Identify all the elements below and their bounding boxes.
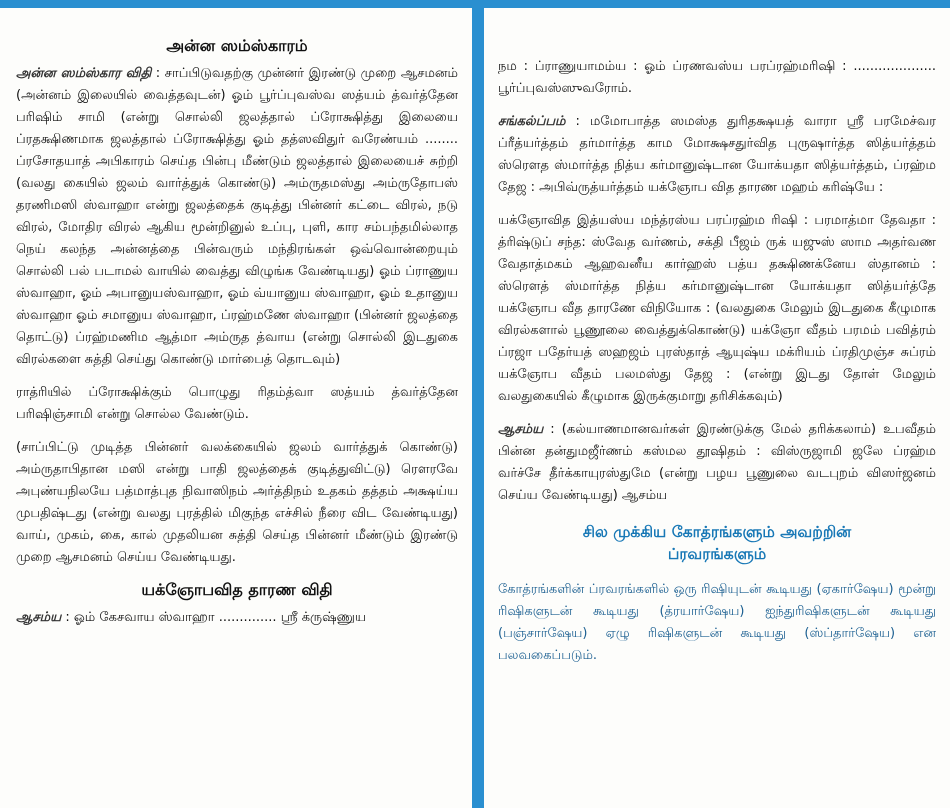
paragraph-sankalpa xyxy=(498,111,936,199)
gotra-title-line1: சில முக்கிய கோத்ரங்களும் அவற்றின் xyxy=(582,523,852,541)
paragraph-pranayama: நம : ப்ராணுயாமம்ய : ஓம் ப்ரணவஸ்ய பரப்ரஹ்மரிஷி : .................... பூர்ப்புவஸ்ஸுவரோம். xyxy=(498,59,936,96)
gotra-title-line2: ப்ரவரங்களும் xyxy=(667,545,767,563)
left-page xyxy=(0,8,472,808)
section-heading: யக்ஞோபவித தாரண விதி xyxy=(141,580,333,599)
page-title: அன்ன ஸம்ஸ்காரம் xyxy=(166,36,308,55)
section-label: ஆசம்ய xyxy=(16,610,62,625)
section-label: ஆசம்ய xyxy=(498,422,544,437)
paragraph-anna-samskara xyxy=(16,63,458,371)
section-label: சங்கல்ப்பம் xyxy=(498,114,566,129)
section-label: அன்ன ஸம்ஸ்கார விதி xyxy=(16,66,152,81)
right-page xyxy=(484,8,950,808)
paragraph-text: : சாப்பிடுவதற்கு முன்னர் இரண்டு முறை ஆசமனம் (அன்னம் இலையில் வைத்தவுடன்) ஓம் பூர்ப்புவஸ்வ ஸத்யம் த்வர்த்தேன பரிஷிம் சாமி (என்று சொல்லி ஜலத்தால் ப்ரோக்ஷித்து இலையை ப்ரதக்ஷிணமாக ஜலத்தால் ப்ரோக்ஷித்து ஓம் தத்ஸவிதுர் வரேண்யம் ........ ப்ரசோதயாத் அபிகாரம் செய்த பின்பு மீண்டும் ஜலத்தால் இலையைச் சுற்றி (வலது கையில் ஜலம் வார்த்துக் கொண்டு) அம்ருதமஸ்து அம்ருதோபஸ் தரணிமஸி ஸ்வாஹா என்று ஜலத்தைக் குடித்து பின்னர் கட்டை விரல், நடு விரல், மோதிர விரல் ஆகிய மூன்றினுல் உப்பு, புளி, கார சம்பந்தமில்லாத நெய் கலந்த அன்னத்தை பின்வரும் மந்திரங்கள் ஒவ்வொன்றையும் சொல்லி பல் படாமல் வாயில் வைத்து விழுங்க வேண்டியது) ஓம் ப்ராணுய ஸ்வாஹா, ஓம் அபானுயஸ்வாஹா, ஓம் வ்யானுய ஸ்வாஹா, ஓம் உதானுய ஸ்வாஹா ஓம் சமானுய ஸ்வாஹா, ப்ரஹ்மணே ஸ்வாஹா (பின்னர் ஜலத்தை தொட்டு) ப்ரஹ்மணிம ஆத்மா அம்ருத த்வாய (என்று சொல்லி இடதுகை விரல்களை சுத்தி செய்து கொண்டு மார்பைத் தொடவும்) xyxy=(16,66,458,367)
paragraph-text: : மமோபாத்த ஸமஸ்த துரிதக்ஷயத் வாரா ஸ்ரீ பரமேச்வர ப்ரீத்யர்த்தம் தர்மார்த்த காம மோக்ஷசதுர்வித புருஷார்த்த ஸித்யர்த்தம் ஸ்ரௌத ஸ்மார்த்த நித்ய கர்மானுஷ்டான யோக்யதா ஸித்யர்த்தம், ப்ரஹ்ம தேஜ : அபிவ்ருத்யர்த்தம் யக்ஞோப வித தாரண மஹம் கரிஷ்யே : xyxy=(498,114,936,195)
paragraph-text: : ஓம் கேசவாய ஸ்வாஹா .............. ஸ்ரீ க்ருஷ்ணுய xyxy=(61,610,367,625)
paragraph-achamya xyxy=(16,607,458,629)
paragraph-after-meal: (சாப்பிட்டு முடித்த பின்னர் வலக்கையில் ஜலம் வார்த்துக் கொண்டு) அம்ருதாபிதான மஸி என்று பாதி ஜலத்தைக் குடித்துவிட்டு) ரௌரவே அபுண்யநிலயே பத்மாத்புத நிவாஸிநம் அர்த்திநம் உதகம் தத்தம் அக்ஷய்ய முபதிஷ்டது (என்று வலது புரத்தில் மிகுந்த எச்சில் நீரை விட வேண்டியது) வாய், முகம், கை, கால் முதலியன சுத்தி செய்த பின்னர் மீண்டும் இரண்டு முறை ஆசமனம் செய்ய வேண்டியது. xyxy=(16,440,458,565)
paragraph-night: ராத்ரியில் ப்ரோக்ஷிக்கும் பொழுது ரிதம்த்வா ஸத்யம் த்வர்த்தேன பரிஷிஞ்சாமி என்று சொல்ல வேண்டும். xyxy=(16,385,458,422)
paragraph-achamya-final xyxy=(498,419,936,507)
paragraph-gotra: கோத்ரங்களின் ப்ரவரங்களில் ஒரு ரிஷியுடன் கூடியது (ஏகார்ஷேய) மூன்று ரிஷிகளுடன் கூடியது (த்ரயார்ஷேய) ஐந்துரிஷிகளுடன் கூடியது (பஞ்சார்ஷேய) ஏழு ரிஷிகளுடன் கூடியது (ஸ்ப்தார்ஷேய) என பலவகைப்படும். xyxy=(498,582,936,663)
gotra-section-title xyxy=(498,521,936,565)
paragraph-text: : (கல்யாணமானவர்கள் இரண்டுக்கு மேல் தரிக்கலாம்) உபவீதம் பின்ன தன்துமஜீர்ணம் கஸ்மல தூஷிதம் : விஸ்ருஜாமி ஜலே ப்ரஹ்ம வர்ச்சே தீர்க்காயுரஸ்துமே (என்று பழய பூணுலை வடபுறம் விஸர்ஜனம் செய்ய வேண்டியது) ஆசம்ய xyxy=(498,422,936,503)
paragraph-yajnopavita-mantra: யக்ஞோவித இத்யஸ்ய மந்த்ரஸ்ய பரப்ரஹ்ம ரிஷி : பரமாத்மா தேவதா : த்ரிஷ்டுப் சந்த: ஸ்வேத வர்ணம், சக்தி பீஜம் ருக் யஜுஸ் ஸாம அதர்வண வேதாத்மகம் ஆஹவனீய கார்ஹஸ் பத்ய தக்ஷிணக்னேய ஸ்தானம் : ஸ்ரௌத் ஸ்மார்த்த நித்ய கர்மானுஷ்டான யோக்யதா ஸித்யர்த்தே யக்ஞோப வீத தாரணே விநியோக : (வலதுகை மேலும் இடதுகை கீழுமாக விரல்களால் பூணூலை வைத்துக்கொண்டு) யக்ஞோ வீதம் பரமம் பவித்ரம் ப்ரஜா பதேர்யத் ஸஹஜம் புரஸ்தாத் ஆயுஷ்ய மக்ரியம் ப்ரதிமுஞ்ச சுப்ரம் யக்ஞோப வீதம் பலமஸ்து தேஜ : (என்று இடது தோள் மேலும் வலதுகையில் கீழுமாக இருக்குமாறு தரிசிக்கவும்) xyxy=(498,213,936,404)
gotra-section xyxy=(498,579,936,667)
